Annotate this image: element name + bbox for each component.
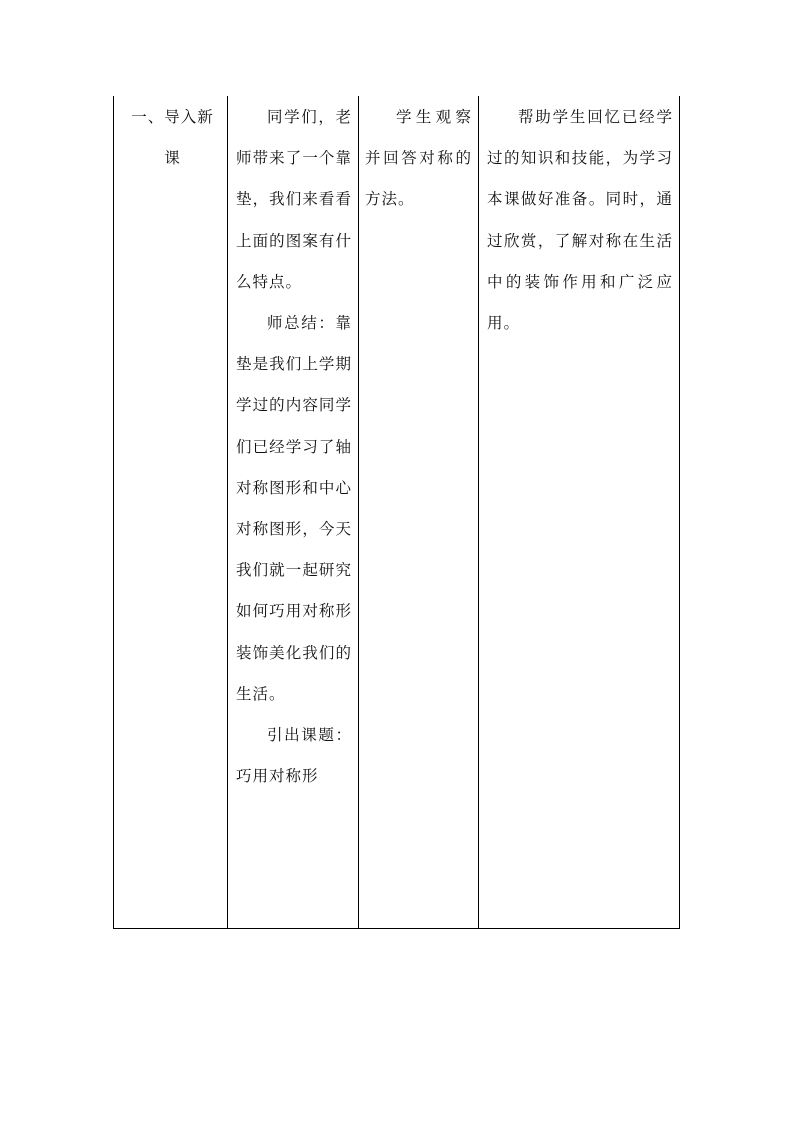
- student-activity-text: 学生观察并回答对称的方法。: [365, 108, 472, 209]
- stage-cell: [114, 96, 228, 929]
- teacher-paragraph-topic: 引出课题：巧用对称形: [236, 726, 352, 786]
- design-intent-cell: [479, 96, 680, 929]
- teacher-paragraph-summary: 师总结：靠垫是我们上学期学过的内容同学们已经学习了轴对称图形和中心对称图形，今天我们就一起研究如何巧用对称形装饰美化我们的生活。: [236, 314, 352, 703]
- design-intent-text: 帮助学生回忆已经学过的知识和技能，为学习本课做好准备。同时，通过欣赏，了解对称在生活中的装饰作用和广泛应用。: [487, 108, 673, 333]
- stage-text: 一、导入新课: [131, 108, 214, 168]
- student-activity-cell: [359, 96, 479, 929]
- teacher-paragraph-intro: 同学们，老师带来了一个靠垫，我们来看看上面的图案有什么特点。: [236, 108, 352, 291]
- table-row: [114, 96, 680, 929]
- lesson-plan-table: [113, 96, 680, 929]
- teacher-activity-cell: [228, 96, 359, 929]
